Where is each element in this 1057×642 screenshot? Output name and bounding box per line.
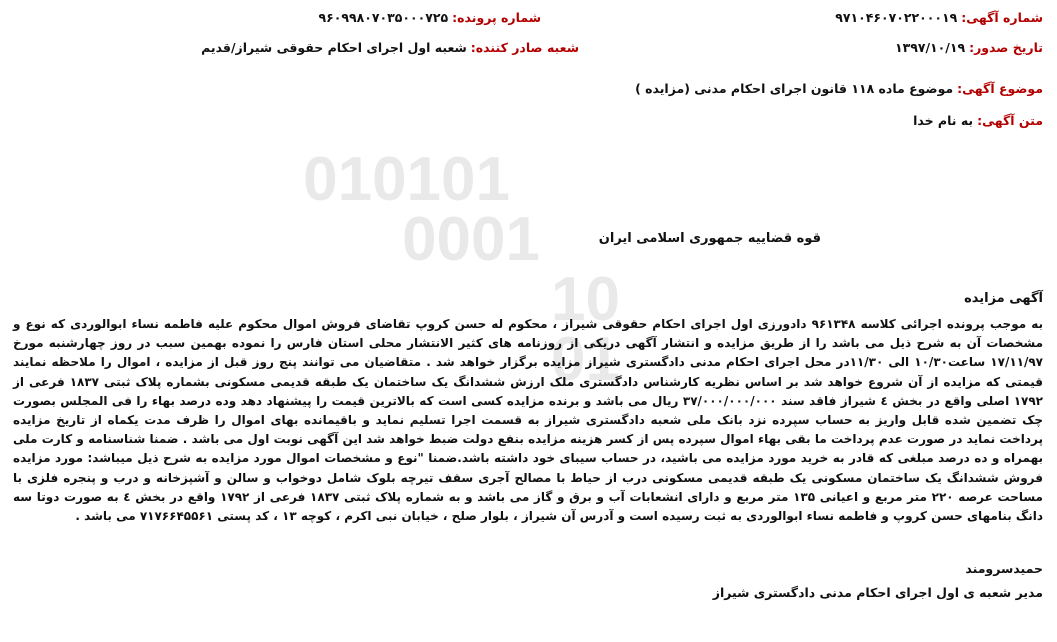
issuing-branch <box>201 40 579 55</box>
signatory-title: مدیر شعبه ی اول اجرای احکام مدنی دادگستری شیراز <box>712 585 1043 600</box>
ad-number <box>835 10 1043 25</box>
watermark-row: 0001 <box>402 205 540 274</box>
case-number-value: ۹۶۰۹۹۸۰۷۰۳۵۰۰۰۷۲۵ <box>318 10 449 25</box>
ad-number-label: شماره آگهی: <box>961 10 1043 25</box>
signatory-name: حمیدسرومند <box>965 561 1043 576</box>
ad-text-value: به نام خدا <box>913 113 974 128</box>
ad-number-value: ۹۷۱۰۴۶۰۷۰۲۲۰۰۰۱۹ <box>835 10 958 25</box>
watermark-row: 10 <box>551 265 620 334</box>
ad-subject <box>635 81 1043 96</box>
ad-text-label: متن آگهی: <box>977 113 1043 128</box>
issue-date <box>895 40 1043 55</box>
judiciary-title: قوه قضاییه جمهوری اسلامی ایران <box>598 231 821 246</box>
ad-subject-value: موضوع ماده ۱۱۸ قانون اجرای احکام مدنی (مزایده ) <box>635 81 954 96</box>
case-number-label: شماره پرونده: <box>452 10 541 25</box>
issuing-branch-label: شعبه صادر کننده: <box>470 40 579 55</box>
ad-text-header <box>913 113 1043 128</box>
auction-title: آگهی مزایده <box>964 291 1043 306</box>
watermark-row: 010101 <box>303 145 510 214</box>
issue-date-label: تاریخ صدور: <box>969 40 1043 55</box>
case-number <box>318 10 541 25</box>
watermark-row: 01 <box>551 325 620 394</box>
ad-subject-label: موضوع آگهی: <box>957 81 1043 96</box>
issuing-branch-value: شعبه اول اجرای احکام حقوقی شیراز/قدیم <box>201 40 467 55</box>
auction-body: به موجب پرونده اجرائی کلاسه ۹۶۱۳۴۸ دادورزی اول اجرای احکام حقوقی شیراز ، محکوم له حسن کروپ تقاضای فروش اموال محکوم علیه فاطمه نساء ابوالوردی که نوع و مشخصات آن به شرح ذیل می باشد را از طریق مزایده و انتشار آگهی دریکی از روزنامه های کثیر الانتشار محلی استان فارس را نموده بهمین سبب در روز چهارشنبه مورخ ۱۷/۱۱/۹۷ ساعت۱۰/۳۰ الی ۱۱/۳۰در محل اجرای احکام مدنی دادگستری شیراز مزایده برگزار خواهد شد . متقاضیان می توانند پنج روز قبل از مزایده ، اموال را ملاحظه نمایند قیمتی که مزایده از آن شروع خواهد شد بر اساس نظریه کارشناس دادگستری ملک ارزش ششدانگ یک ساختمان یک طبقه قدیمی مسکونی بشماره پلاک ثبتی ۱۸۳۷ فرعی از ۱۷۹۲ اصلی واقع در بخش ٤ شیراز فاقد سند ۳۷/۰۰۰/۰۰۰/۰۰۰ ریال می باشد و برنده مزایده کسی است که بالاترین قیمت را پیشنهاد دهد وده درصد بهاء را فی المجلس بصورت چک تضمین شده قابل واریز به حساب سپرده نزد بانک ملی شعبه دادگستری شیراز به قسمت اجرا تسلیم نماید و باقیمانده بهای اموال را ظرف مدت یکماه از تاریخ مزایده پرداخت نماید در صورت عدم پرداخت ما بقی بهاء اموال سپرده پس از کسر هزینه مزایده بنفع دولت ضبط خواهد شد این آگهی نوبت اول می باشد . ضمنا شناسنامه و کارت ملی بهمراه و ده درصد مبلغی که قادر به خرید مورد مزایده می باشید، در حساب سیبای خود داشته باشد.ضمنا "نوع و مشخصات اموال مورد مزایده به شرح ذیل میباشد: مورد مزایده فروش ششدانگ یک ساختمان مسکونی یک طبقه قدیمی مسکونی درب از حیاط با مصالح آجری سقف تیرچه بلوک شامل دوخواب و سالن و آشپزخانه و درب و پنجره فلزی با مساحت عرصه ۲۲۰ متر مربع و اعیانی ۱۳۵ متر مربع و دارای انشعابات آب و برق و گاز می باشد و به شماره پلاک ثبتی ۱۸۳۷ فرعی از ۱۷۹۲ واقع در بخش ٤ به صورت دوتا سه دانگ بنامهای حسن کروپ و فاطمه نساء ابوالوردی به ثبت رسیده است و آدرس آن شیراز ، بلوار صلح ، خیابان نبی اکرم ، کوچه ۱۳ ، کد پستی ۷۱۷۶۶۴۵۵۶۱ می باشد . <box>13 317 1044 524</box>
issue-date-value: ۱۳۹۷/۱۰/۱۹ <box>894 40 966 55</box>
